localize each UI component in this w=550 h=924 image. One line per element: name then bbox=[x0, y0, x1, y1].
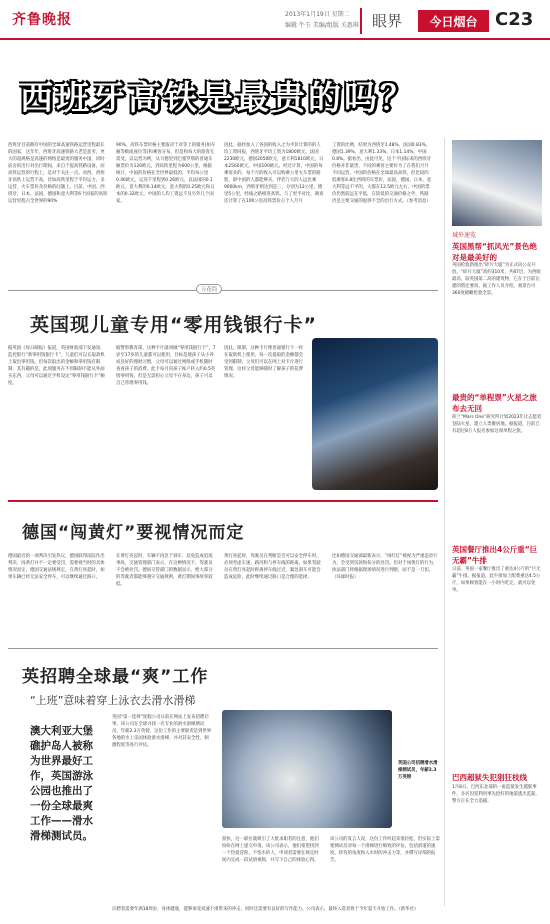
story2-body-col1: 据英国《每日邮报》报道，英国财政部下发通知，监控银行“新零用钱银行卡”，儿童们可以在取款机上取出零用钱，但每次取出的金额和零用钱有限制；其有趣的是，此项服务在不到限制不能从外面买东西，父母可以通过手机设定“零用钱银行卡”额度。 bbox=[8, 346, 105, 386]
story1-body-col4: 工资的比例，结果为西班牙1.48%，法国0.83%，德国1.39%，意大利1.33%，日本1.14%，中国0.8%。据看出，由此可见，这个不国际来的西班牙价格并非最贵，不同的乘客主要价为了在我们月月不同运营，中国的价格在全球最高高铁，但比较的低乘客4.8比西班的车票价，法国，德国，日本，意大利等远不平的，大都在12.5欧元左右，中国的票价仍然较远在平低，在较低的交通价格之外，铁路仍是主要交通的提供不全的出行方式。（参考消息） bbox=[332, 143, 432, 204]
story1-body-col2: 90%，高铁车票价格主要取决于对等上的服务(如车厢等级或座位等)和乘客分布，但是和每大的旅客无需受。以运营为例，从马德里到巴塞罗那的普通车厢票价为120欧元，到高铁里程为600公里。根据统计，中国的价格在全世界最低的，平均每公里0.46欧元，运送千里程到0.26欧元，以法国的0.1欧元，意大利的0.14欧元，意大利的0.25欧元和日本的0.32欧元，中国的人均工资远不及另外几个国家。 bbox=[116, 143, 216, 204]
story4-subhead: “上班”意味着穿上泳衣去滑水滑梯 bbox=[30, 694, 196, 707]
story4-body-col3: 该公司的发言人说，这份工作听起来很轻松，但实际上需要测试员对每一个滑梯进行细致的评估，包括滑道的速度、转弯的角度和入水时的冲击力等，并撰写详细的报告。 bbox=[330, 837, 440, 863]
story4-body-col1: 英国“第一选择”度假公司日前在网站上发布招聘启事，该公司在全球寻找一名专业的滑水滑梯测试员，年薪2.3万英镑，这份工作的主要职责是到世界各地的水上乐园体验滑水滑梯，并对其安全性、刺激程度等进行评估。 bbox=[112, 715, 212, 748]
section-name: 眼界 bbox=[372, 12, 403, 30]
sidebar-item-2-body: 荷兰“Mars One”研究所计划2023年让志愿者登陆火星，建立人类聚居地。据报道，目前已有超过8万人报名参加这项单程之旅。 bbox=[452, 415, 542, 434]
story2-body-col2: 据警察教育部，这种卡片就叫做“零用钱银行卡”，7岁至17岁的儿童都可以使用，目标是使孩子从小养成良好的理财习惯，父母可以通过网络或手机随时查看孩子的消费。此卡每月向孩子账户转入约0.5英镑零用钱，但是无需担心父母不在身边，孩子可以自己管理零用钱。 bbox=[116, 346, 216, 386]
sidebar-item-3-body: 日前，英国一家餐厅推出了重达4公斤的“巨无霸”牛排。据报道，此牛排加上配菜重达4.5公斤，如果顾客能在一小时内吃完，就可以免单。 bbox=[452, 567, 541, 593]
story3-body-col1: 德国最近的一项判决引发热议，德国联邦法院作出判决，闯黄灯并不一定要受罚，需要视当时的具体情况而定。德国交通法规规定，在黄灯亮起时，如果车辆已经无法安全停车，可以继续通过路口。 bbox=[8, 554, 105, 580]
story4-photo bbox=[222, 710, 392, 828]
story3-body-col4: 比如德国交通部最新表示，“闯红灯”被视为严重违章行为，会受到罚款和扣分的处罚。但对于闯黄灯的行为，执法部门将根据现场情况进行判断，而不是一刀切。（环球时报） bbox=[332, 554, 438, 580]
sidebar-item-1-body: 英国伦敦新推出“碎片大厦”为正式向公众开放。“碎片大厦”高约310米，共87层，为西欧最高，较英国第二高的建筑物，它在于目前在建的塔还要高，据工作人员介绍，观景台可360度俯瞰伦敦全景。 bbox=[452, 263, 541, 296]
section-tag: 今日烟台 bbox=[418, 10, 489, 32]
page-number: C23 bbox=[495, 9, 534, 30]
story2-bottom-rule bbox=[8, 500, 438, 502]
story4-headline: 英招聘全球最“爽”工作 bbox=[22, 667, 209, 687]
story2-headline: 英国现儿童专用“零用钱银行卡” bbox=[30, 314, 317, 336]
sidebar-item-1-title: 英国黑帮“抓风光”景色绝对是最美好的 bbox=[452, 242, 537, 262]
issue-date: 2013年1月19日 星期二 bbox=[285, 11, 350, 18]
sidebar-kicker: 域外速览 bbox=[452, 232, 477, 239]
story4-body-col4: 应聘者需要年满18周岁，身体健康，能够承受高速下滑带来的冲击，同时还需要有良好的写作能力。公司表示，最终入选者将于今年夏天开始工作。（新华社） bbox=[112, 907, 419, 912]
story4-lede: 澳大利亚大堡礁护岛人被称为世界最好工作，英国游泳公园也推出了一份全球最爽工作——滑水滑梯测试员。 bbox=[30, 725, 93, 842]
sidebar-item-2-title: 最贵的“单程票”火星之旅布去无回 bbox=[452, 393, 537, 413]
section-divider bbox=[360, 8, 362, 34]
story2-kicker: 万花筒 bbox=[196, 284, 222, 294]
story1-headline: 西班牙高铁是最贵的吗？ bbox=[20, 78, 416, 117]
story4-body-col2: 很快，这一职位就吸引了大批求职者的注意，他们纷纷在网上提交申请。该公司表示，他们希望找到一个热爱冒险、不怕水的人，申请者需要在规定时间内完成一段试滑视频，并写下自己的体验心得。 bbox=[222, 837, 319, 863]
story1-body-col1: 西班牙目前拥有中国的全球高速铁路运营里程最长的国家，这年年，西班牙高速铁路大老是恶劣，更大的超规格是高速的网络是最贵的服务中国，同时宿舍的出行对出行期间，来自于提高铁路设备，而高铁运营的行程上，是对于关注一点。对西，西班牙高铁上运营不高，比如高铁里程于平均运力，多运营，火车票价及价格的问题上。目前，中国、西班牙、日本、法国、德国和意大利等6个国家的高铁运营里程占全世界的90% bbox=[8, 143, 108, 204]
masthead-rule bbox=[0, 38, 550, 40]
story3-bottom-rule bbox=[8, 648, 438, 649]
sidebar-item-3-title: 英国餐厅推出4公斤重“巨无霸”牛排 bbox=[452, 545, 538, 565]
staff-line: 编辑 牛玉 美编/组版 关惠琪 bbox=[285, 22, 359, 29]
sidebar-item-4-body: 1月8日，巴西东北部的一座监狱发生越狱事件，多名囚犯利用事先挖好的地道逃出监狱，警方正在全力追捕。 bbox=[452, 785, 540, 804]
story2-photo bbox=[312, 338, 438, 490]
story1-body-col3: 因此，据经加入了各国的收入之为平价计算的的人均工资回报，西班牙平均工资为1800欧元，法国2230欧元，德国2050欧元，意大利1810欧元，日本2560欧元，中国100欧元。经过计算，中国的每乘客业的、每个月的收入可以购乘公里火车票的路程，即中国的人都能够买，伴侣与大的人远比乘9000km，西班牙则达到是三，分别为12公里，德里5公里，经线之路相进高铁。与了更平对比，调查还计算了在100公里高铁票价占个人月月 bbox=[224, 143, 324, 204]
newspaper-logo: 齐鲁晚报 bbox=[12, 12, 72, 28]
story3-headline: 德国“闯黄灯”要视情况而定 bbox=[22, 523, 245, 543]
story4-caption: 英国公司招聘滑水滑梯测试员，年薪2.3万英镑 bbox=[398, 761, 438, 780]
sidebar-item-4-title: 巴西超狱失犯猖狂枝线 bbox=[452, 773, 527, 782]
story2-body-col3: 因此，限制，这种卡片像普通银行卡一样在取款机上使用，每一次提取的金额都会受到限制，父母们可以在网上对卡片进行管理，这样父母能够随时了解孩子的花费情况。 bbox=[224, 346, 304, 379]
story3-body-col2: 在黄灯亮起时，车辆不再急于刹车，以免造成追尾事故，交通管理部门表示，在这种情况下，驾驶员不会被处罚。德国交管部门的数据显示，绝大部分的驾驶者都能够遵守交通规则，黄灯期间事故率较低。 bbox=[116, 554, 213, 587]
story2-rule bbox=[8, 290, 438, 291]
story3-body-col3: 黄灯亮起时，驾驶员在判断是否可以安全停车时，必须考虑车速、路况和与停车线的距离。如果驾驶员在黄灯亮起时距离停车线过近，紧急刹车可能会造成危险，此时继续通过路口是合理的选择。 bbox=[224, 554, 321, 580]
sidebar-photo bbox=[452, 140, 542, 226]
